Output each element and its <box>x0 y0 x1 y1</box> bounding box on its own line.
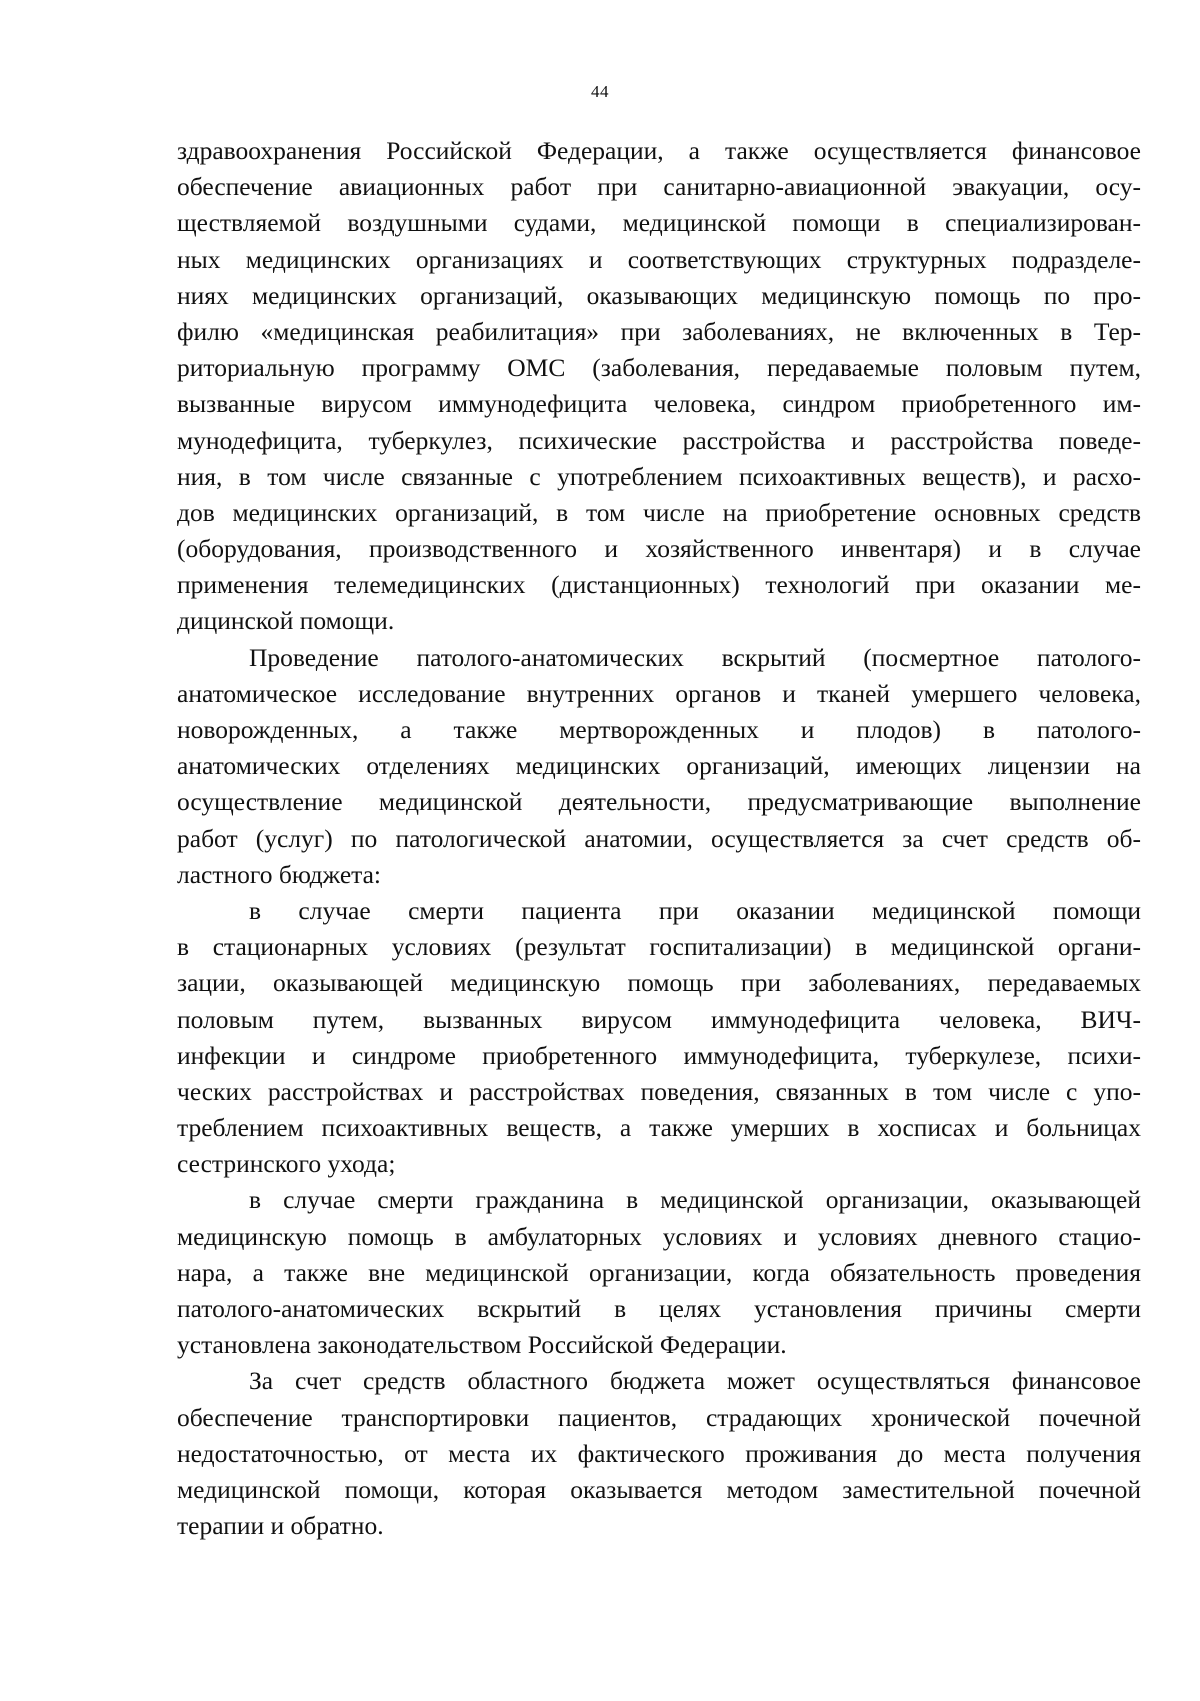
text-line: в стационарных условиях (результат госпитализации) в медицинской органи- <box>177 932 1141 962</box>
text-line: новорожденных, а также мертворожденных и плодов) в патолого- <box>177 715 1141 744</box>
text-line: ческих расстройствах и расстройствах поведения, связанных в том числе с упо- <box>177 1076 1141 1106</box>
text-line: вызванные вирусом иммунодефицита человека, синдром приобретенного им- <box>177 389 1141 419</box>
text-line: в случае смерти гражданина в медицинской организации, оказывающей <box>249 1185 1141 1215</box>
text-line: осуществление медицинской деятельности, предусматривающие выполнение <box>177 787 1141 817</box>
text-line: инфекции и синдроме приобретенного иммунодефицита, туберкулезе, психи- <box>177 1040 1141 1070</box>
paragraph <box>177 640 1141 893</box>
text-line: здравоохранения Российской Федерации, а также осуществляется финансовое <box>177 136 1141 165</box>
text-line: работ (услуг) по патологической анатомии, осуществляется за счет средств об- <box>177 823 1141 853</box>
text-line: Проведение патолого-анатомических вскрытий (посмертное патолого- <box>249 642 1141 672</box>
text-line: ниях медицинских организаций, оказывающих медицинскую помощь по про- <box>177 280 1141 310</box>
text-line: медицинской помощи, которая оказывается методом заместительной почечной <box>177 1474 1141 1504</box>
text-line: филю «медицинская реабилитация» при заболеваниях, не включенных в Тер- <box>177 316 1141 346</box>
text-line: зации, оказывающей медицинскую помощь при заболеваниях, передаваемых <box>177 968 1141 998</box>
text-line: дицинской помощи. <box>177 606 395 636</box>
text-line: риториальную программу ОМС (заболевания, передаваемые половым путем, <box>177 353 1141 383</box>
text-line: обеспечение авиационных работ при санитарно-авиационной эвакуации, осу- <box>177 172 1141 202</box>
text-line: За счет средств областного бюджета может осуществляться финансовое <box>249 1366 1141 1396</box>
paragraph <box>177 1363 1141 1544</box>
text-line: обеспечение транспортировки пациентов, страдающих хронической почечной <box>177 1402 1141 1432</box>
text-line: мунодефицита, туберкулез, психические расстройства и расстройства поведе- <box>177 425 1141 455</box>
text-line: недостаточностью, от места их фактического проживания до места получения <box>177 1438 1141 1468</box>
text-line: применения телемедицинских (дистанционных) технологий при оказании ме- <box>177 570 1141 600</box>
paragraph <box>177 893 1141 1183</box>
text-line: анатомических отделениях медицинских организаций, имеющих лицензии на <box>177 751 1141 781</box>
text-line: ных медицинских организациях и соответствующих структурных подразделе- <box>177 244 1141 274</box>
text-line: ластного бюджета: <box>177 859 382 889</box>
text-line: терапии и обратно. <box>177 1511 384 1541</box>
text-line: патолого-анатомических вскрытий в целях установления причины смерти <box>177 1294 1141 1323</box>
text-line: установлена законодательством Российской Федерации. <box>177 1330 787 1360</box>
page-number: 44 <box>591 82 609 101</box>
body-text <box>177 133 1141 1544</box>
paragraph <box>177 1182 1141 1363</box>
text-line: треблением психоактивных веществ, а также умерших в хосписах и больницах <box>177 1113 1141 1143</box>
paragraph <box>177 133 1141 640</box>
text-line: ществляемой воздушными судами, медицинской помощи в специализирован- <box>177 208 1141 238</box>
text-line: (оборудования, производственного и хозяйственного инвентаря) и в случае <box>177 534 1141 564</box>
text-line: в случае смерти пациента при оказании медицинской помощи <box>249 895 1141 925</box>
text-line: медицинскую помощь в амбулаторных условиях и условиях дневного стацио- <box>177 1221 1141 1251</box>
text-line: ния, в том числе связанные с употреблением психоактивных веществ), и расхо- <box>177 461 1141 491</box>
text-line: анатомическое исследование внутренних органов и тканей умершего человека, <box>177 678 1141 708</box>
text-line: нара, а также вне медицинской организации, когда обязательность проведения <box>177 1257 1141 1287</box>
text-line: сестринского ухода; <box>177 1149 396 1179</box>
text-line: половым путем, вызванных вирусом иммунодефицита человека, ВИЧ- <box>177 1004 1141 1034</box>
text-line: дов медицинских организаций, в том числе на приобретение основных средств <box>177 497 1141 527</box>
